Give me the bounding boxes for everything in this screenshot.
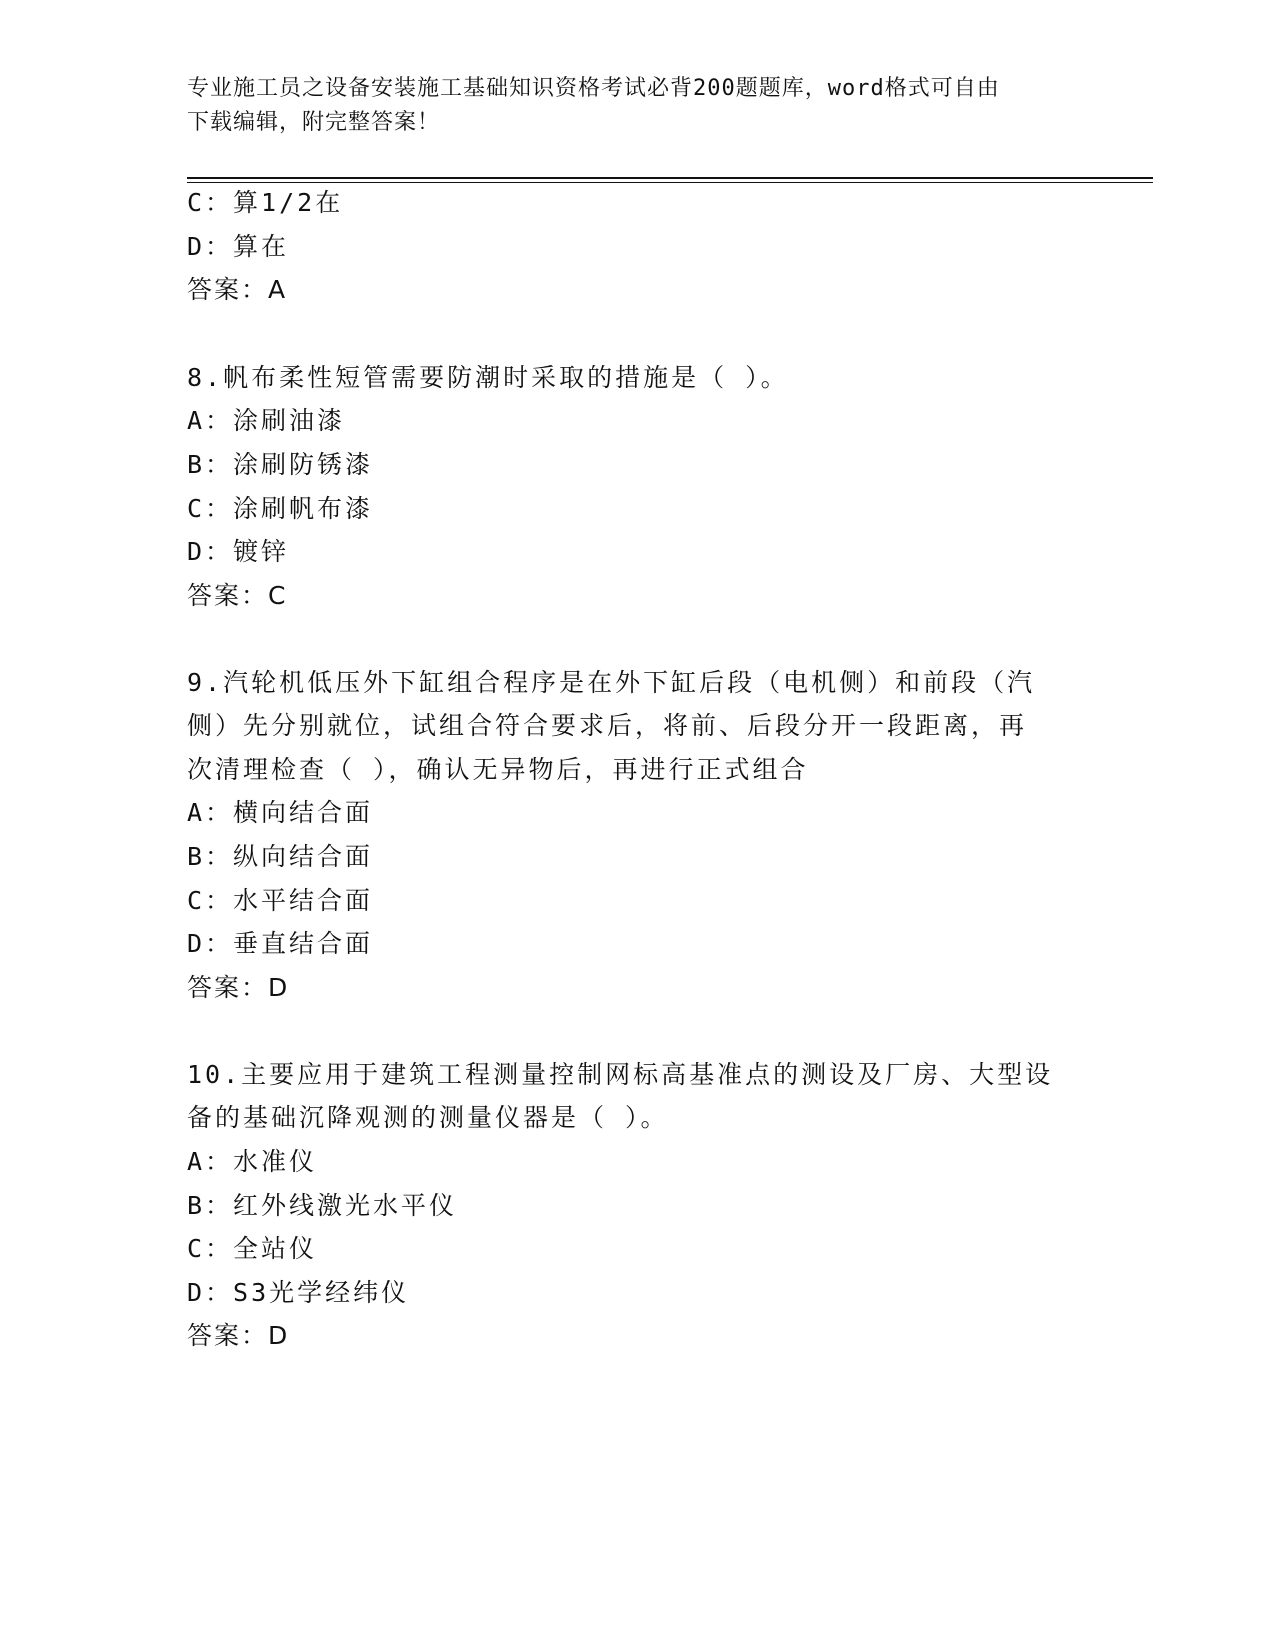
q10-stem-line-2: 备的基础沉降观测的测量仪器是（ ）。: [187, 1103, 669, 1132]
q10-option-b: B：红外线激光水平仪: [187, 1191, 458, 1220]
q8-option-d: D：镀锌: [187, 537, 290, 566]
q9-option-c: C：水平结合面: [187, 886, 374, 915]
q10-stem-line-1: 10.主要应用于建筑工程测量控制网标高基准点的测设及厂房、大型设: [187, 1060, 1054, 1089]
q8-stem: 8.帆布柔性短管需要防潮时采取的措施是（ ）。: [187, 363, 789, 392]
header-line-2: 下载编辑，附完整答案！: [187, 110, 441, 135]
q9-stem-line-1: 9.汽轮机低压外下缸组合程序是在外下缸后段（电机侧）和前段（汽: [187, 668, 1036, 697]
document-header: [187, 72, 1067, 140]
header-divider-thin: [187, 182, 1153, 183]
q10-answer: 答案：D: [187, 1321, 290, 1350]
prev-option-c: C：算1/2在: [187, 188, 344, 217]
header-line-1: 专业施工员之设备安装施工基础知识资格考试必背200题题库，word格式可自由: [187, 76, 1000, 101]
q9-answer: 答案：D: [187, 973, 290, 1002]
prev-option-d: D：算在: [187, 232, 290, 261]
prev-answer: 答案：A: [187, 275, 288, 304]
q9-option-d: D：垂直结合面: [187, 929, 374, 958]
q8-option-a: A：涂刷油漆: [187, 406, 346, 435]
q9-stem-line-2: 侧）先分别就位，试组合符合要求后，将前、后段分开一段距离，再: [187, 711, 1028, 740]
q10-option-a: A：水准仪: [187, 1147, 318, 1176]
header-divider-thick: [187, 177, 1153, 179]
q8-answer: 答案：C: [187, 581, 288, 610]
q9-option-b: B：纵向结合面: [187, 842, 374, 871]
q10-option-c: C：全站仪: [187, 1234, 318, 1263]
q8-option-c: C：涂刷帆布漆: [187, 494, 374, 523]
q10-option-d: D：S3光学经纬仪: [187, 1278, 410, 1307]
q9-option-a: A：横向结合面: [187, 798, 374, 827]
q8-option-b: B：涂刷防锈漆: [187, 450, 374, 479]
q9-stem-line-3: 次清理检查（ ），确认无异物后，再进行正式组合: [187, 755, 809, 784]
